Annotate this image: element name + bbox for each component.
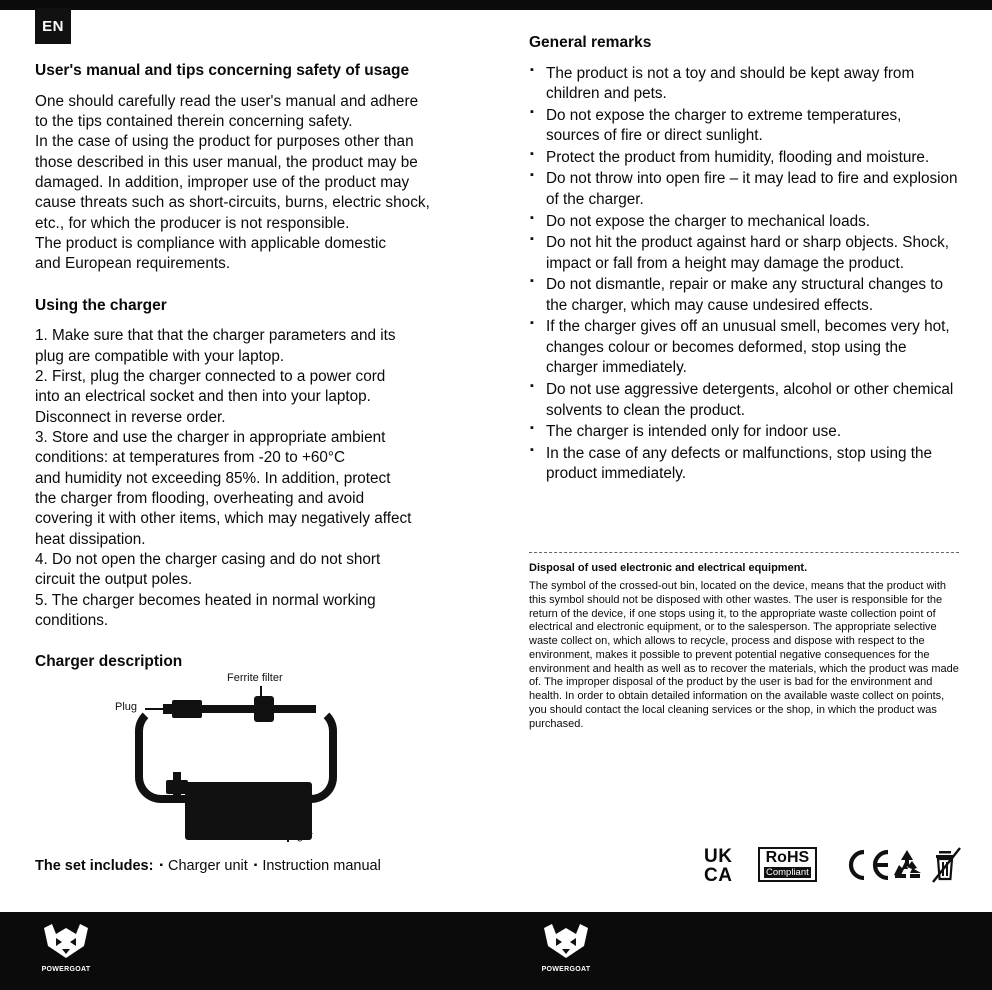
certification-marks — [700, 845, 962, 893]
using-charger-heading: Using the charger — [35, 296, 167, 314]
step-line: heat dissipation. — [35, 530, 146, 548]
list-item: ▪ Do not expose the charger to mechanical loads. — [529, 212, 959, 233]
manual-line: etc., for which the producer is not responsible. — [35, 214, 350, 232]
step-line: the charger from flooding, overheating and avoid — [35, 490, 365, 508]
ukca-line2: CA — [704, 864, 733, 886]
brand-name: POWERGOAT — [541, 966, 591, 973]
charger-label: Charger — [273, 830, 313, 842]
list-item: ▪ Do not expose the charger to extreme temperatures, sources of fire or direct sunlight. — [529, 106, 959, 147]
manual-heading: User's manual and tips concerning safety of usage — [35, 62, 410, 79]
list-item: ▪ Do not use aggressive detergents, alcohol or other chemical solvents to clean the product. — [529, 380, 959, 421]
step-line: conditions. — [35, 612, 109, 630]
language-badge: EN — [35, 8, 71, 44]
manual-line: damaged. In addition, improper use of the product may — [35, 173, 410, 191]
general-remarks-heading: General remarks — [529, 34, 652, 51]
set-includes-bullet-icon — [248, 858, 263, 874]
brand-logo — [34, 922, 98, 978]
step-line: circuit the output poles. — [35, 571, 193, 589]
ukca-mark-icon — [704, 848, 732, 885]
recycle-icon — [890, 848, 924, 885]
manual-line: In the case of using the product for purposes other than — [35, 133, 414, 151]
step-line: plug are compatible with your laptop. — [35, 347, 285, 365]
step-line: Disconnect in reverse order. — [35, 408, 226, 426]
section-divider — [529, 552, 959, 553]
rohs-line1: RoHS — [765, 849, 810, 866]
brand-name: POWERGOAT — [41, 966, 91, 973]
ce-mark-icon — [846, 849, 890, 886]
step-line: covering it with other items, which may negatively affect — [35, 510, 412, 528]
list-item: ▪ If the charger gives off an unusual smell, becomes very hot, changes colour or becomes deformed, stop using the charger immediately. — [529, 317, 959, 379]
step-line: conditions: at temperatures from -20 to +60°C — [35, 449, 346, 467]
manual-line: and European requirements. — [35, 255, 231, 273]
using-charger-steps — [35, 326, 480, 631]
set-includes-label: The set includes: — [35, 858, 154, 874]
step-line: 1. Make sure that that the charger parameters and its — [35, 327, 396, 345]
manual-line: One should carefully read the user's manual and adhere — [35, 92, 419, 110]
step-line: into an electrical socket and then into your laptop. — [35, 388, 371, 406]
manual-line: cause threats such as short-circuits, burns, electric shock, — [35, 194, 430, 212]
manual-line: The product is compliance with applicable domestic — [35, 235, 387, 252]
set-includes-bullet-icon — [153, 858, 168, 874]
waste-disposal-heading: Disposal of used electronic and electrical equipment. — [529, 562, 808, 574]
step-line: 2. First, plug the charger connected to a power cord — [35, 367, 386, 385]
right-column — [529, 34, 959, 486]
bottom-black-bar — [0, 912, 992, 990]
manual-line: those described in this user manual, the product may be — [35, 153, 418, 171]
charger-diagram — [35, 660, 475, 850]
list-item: ▪ The charger is intended only for indoor use. — [529, 422, 959, 443]
list-item: ▪ Do not hit the product against hard or sharp objects. Shock, impact or fall from a height may damage the product. — [529, 233, 959, 274]
left-column — [35, 62, 480, 683]
crossed-out-bin-icon — [932, 847, 962, 888]
list-item: ▪ Do not dismantle, repair or make any structural changes to the charger, which may cause undesired effects. — [529, 275, 959, 316]
manual-line: to the tips contained therein concerning safety. — [35, 112, 353, 130]
step-line: 5. The charger becomes heated in normal working — [35, 591, 376, 609]
step-line: and humidity not exceeding 85%. In addition, protect — [35, 469, 391, 487]
set-includes-item: Instruction manual — [262, 858, 381, 874]
step-line: 3. Store and use the charger in appropriate ambient — [35, 429, 386, 446]
list-item: ▪ In the case of any defects or malfunctions, stop using the product immediately. — [529, 444, 959, 485]
brand-logo — [534, 922, 598, 978]
manual-paragraph — [35, 92, 480, 275]
rohs-mark-icon — [758, 847, 817, 882]
general-remarks-list — [529, 64, 959, 485]
step-line: 4. Do not open the charger casing and do not short — [35, 551, 381, 569]
set-includes — [35, 858, 381, 874]
waste-disposal-section — [529, 562, 961, 731]
list-item: ▪ Do not throw into open fire – it may lead to fire and explosion of the charger. — [529, 169, 959, 210]
top-black-bar — [0, 0, 992, 10]
list-item: ▪ Protect the product from humidity, flooding and moisture. — [529, 148, 959, 169]
ukca-line1: UK — [704, 846, 733, 867]
set-includes-item: Charger unit — [168, 858, 248, 874]
plug-label: Plug — [115, 701, 138, 713]
list-item: ▪ The product is not a toy and should be kept away from children and pets. — [529, 64, 959, 105]
charger-description-heading: Charger description — [35, 653, 183, 671]
waste-disposal-text: The symbol of the crossed-out bin, located on the device, means that the product with this symbol should not be disposed with other wastes. The user is responsible for the return of the device, if one stops using it, to the appropriate waste collection point of electrical and electronic equipment, or to the salesperson. The appropriate selective waste collect on, which allows to recycle, process and dispose with respect to the environment, makes it possible to prevent potential negative consequences for the environment and health as well as to recover the materials, which the product was made of. The improper disposal of the product by the user is bad for the environment and health. In order to obtain detailed information on the available waste collect on points, you should contact the local cleaning services or the shop, in which the product was purchased. — [529, 580, 959, 730]
rohs-line2: Compliant — [766, 867, 809, 878]
ferrite-filter-label: Ferrite filter — [227, 672, 283, 684]
